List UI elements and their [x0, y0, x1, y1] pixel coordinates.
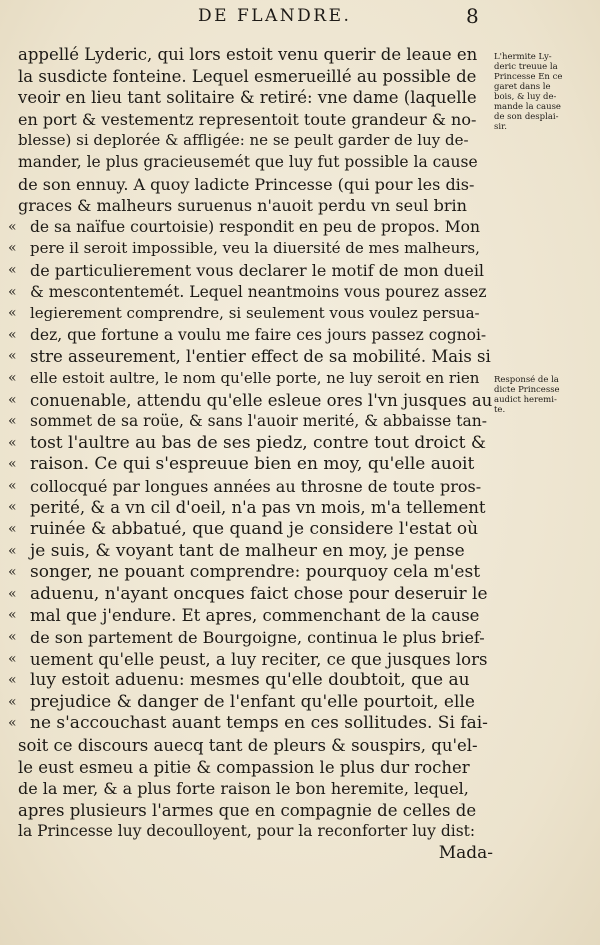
line-text: apres plusieurs l'armes que en compagnie de celles de: [18, 800, 477, 820]
line-text: le eust esmeu a pitie & compassion le plus dur rocher: [18, 757, 470, 777]
margin-line: audict heremi-: [494, 395, 557, 405]
text-line: [8, 66, 493, 88]
text-line: [8, 541, 493, 563]
text-line: [8, 497, 493, 519]
line-text: la susdicte fonteine. Lequel esmerueillé au possible de: [18, 66, 477, 86]
line-text: mal que j'endure. Et apres, commenchant de la cause: [30, 606, 480, 626]
quotation-mark: «: [8, 391, 17, 408]
margin-line: dicte Princesse: [494, 385, 560, 395]
line-text: raison. Ce qui s'espreuue bien en moy, qu'elle auoit: [30, 454, 475, 475]
line-text: dez, que fortune a voulu me faire ces jours passez cognoi-: [30, 325, 487, 344]
text-line: [8, 390, 493, 412]
text-line: [8, 670, 493, 692]
line-text: ruinée & abbatué, que quand je considere l'estat où: [30, 519, 479, 540]
text-line: [8, 713, 493, 735]
margin-note-response: [494, 375, 598, 415]
quotation-mark: «: [8, 629, 17, 646]
margin-line: Responsé de la: [494, 375, 559, 385]
text-line: [8, 454, 493, 476]
line-text: conuenable, attendu qu'elle esleue ores l'vn jusques au: [30, 390, 493, 410]
margin-line: bois, & luy de-: [494, 92, 557, 102]
line-text: prejudice & danger de l'enfant qu'elle pourtoit, elle: [30, 691, 475, 712]
line-text: legierement comprendre, si seulement vous voulez persua-: [30, 304, 480, 323]
line-text: de particulierement vous declarer le motif de mon dueil: [30, 260, 485, 280]
text-line: [8, 325, 493, 347]
margin-line: Princesse En ce: [494, 72, 563, 82]
line-text: aduenu, n'ayant oncques faict chose pour deseruir le: [30, 583, 488, 604]
text-line: [8, 152, 493, 174]
running-title: DE FLANDRE.: [198, 6, 352, 26]
text-line: [8, 649, 493, 671]
quotation-mark: «: [8, 369, 17, 386]
line-text: mander, le plus gracieusemét que luy fut possible la cause: [18, 152, 478, 171]
text-line: [8, 195, 493, 217]
text-line: [8, 238, 493, 260]
line-text: veoir en lieu tant solitaire & retiré: vne dame (laquelle: [18, 88, 477, 108]
text-line: [8, 109, 493, 131]
quotation-mark: «: [8, 413, 17, 430]
text-line: [8, 800, 493, 822]
line-text: elle estoit aultre, le nom qu'elle porte, ne luy seroit en rien: [30, 368, 480, 387]
text-line: [8, 584, 493, 606]
text-line: [8, 627, 493, 649]
margin-line: deric treuue la: [494, 62, 558, 72]
quotation-mark: «: [8, 499, 17, 516]
text-line: [8, 411, 493, 433]
line-text: en port & vestementz representoit toute grandeur & no-: [18, 109, 477, 129]
text-line: [8, 821, 493, 843]
text-line: [8, 87, 493, 109]
margin-note-hermit: [494, 52, 598, 132]
line-text: de son ennuy. A quoy ladicte Princesse (qui pour les dis-: [18, 174, 475, 194]
quotation-mark: «: [8, 348, 17, 365]
quotation-mark: «: [8, 218, 17, 235]
line-text: de sa naïfue courtoisie) respondit en peu de propos. Mon: [30, 217, 480, 236]
text-line: [8, 605, 493, 627]
line-text: collocqué par longues années au throsne de toute pros-: [30, 476, 482, 496]
text-line: [8, 303, 493, 325]
line-text: luy estoit aduenu: mesmes qu'elle doubtoit, que au: [30, 670, 470, 691]
text-line: [8, 368, 493, 390]
quotation-mark: «: [8, 477, 17, 494]
text-line: [8, 735, 493, 757]
line-text: tost l'aultre au bas de ses piedz, contre tout droict &: [30, 432, 486, 453]
line-text: blesse) si deplorée & affligée: ne se peult garder de luy de-: [18, 131, 469, 150]
quotation-mark: «: [8, 283, 17, 300]
line-text: appellé Lyderic, qui lors estoit venu querir de leaue en: [18, 45, 478, 64]
text-line: [8, 476, 493, 498]
text-line: [8, 433, 493, 455]
line-text: de son partement de Bourgoigne, continua le plus brief-: [30, 628, 485, 648]
text-line: [8, 260, 493, 282]
catchword-line: [8, 843, 493, 865]
quotation-mark: «: [8, 261, 17, 278]
text-line: [8, 346, 493, 368]
text-line: [8, 562, 493, 584]
quotation-mark: «: [8, 672, 17, 689]
line-text: uement qu'elle peust, a luy reciter, ce que jusques lors: [30, 649, 488, 669]
quotation-mark: «: [8, 542, 17, 559]
quotation-mark: «: [8, 521, 17, 538]
quotation-mark: «: [8, 693, 17, 710]
line-text: la Princesse luy decoulloyent, pour la reconforter luy dist:: [18, 822, 476, 841]
margin-line: L'hermite Ly-: [494, 52, 552, 62]
line-text: graces & malheurs suruenus n'auoit perdu vn seul brin: [18, 196, 467, 216]
line-text: de la mer, & a plus forte raison le bon heremite, lequel,: [18, 779, 469, 799]
margin-line: sir.: [494, 122, 507, 132]
line-text: stre asseurement, l'entier effect de sa mobilité. Mais si: [30, 347, 491, 367]
quotation-mark: «: [8, 456, 17, 473]
line-text: sommet de sa roüe, & sans l'auoir merité, & abbaisse tan-: [30, 412, 487, 431]
quotation-mark: «: [8, 564, 17, 581]
quotation-mark: «: [8, 715, 17, 732]
line-text: & mescontentemét. Lequel neantmoins vous pourez assez: [30, 282, 487, 301]
text-line: [8, 778, 493, 800]
margin-line: te.: [494, 405, 506, 415]
quotation-mark: «: [8, 585, 17, 602]
line-text: songer, ne pouant comprendre: pourquoy cela m'est: [30, 562, 481, 583]
text-line: [8, 282, 493, 304]
margin-line: de son desplai-: [494, 112, 559, 122]
quotation-mark: «: [8, 326, 17, 343]
text-line: [8, 692, 493, 714]
quotation-mark: «: [8, 240, 17, 257]
text-line: [8, 519, 493, 541]
page-number: 8: [466, 4, 479, 28]
line-text: je suis, & voyant tant de malheur en moy, je pense: [30, 540, 465, 561]
margin-line: garet dans le: [494, 82, 551, 92]
line-text: soit ce discours auecq tant de pleurs & souspirs, qu'el-: [18, 736, 478, 755]
quotation-mark: «: [8, 305, 17, 322]
margin-line: mande la cause: [494, 102, 561, 112]
text-line: [8, 217, 493, 239]
line-text: perité, & a vn cil d'oeil, n'a pas vn mois, m'a tellement: [30, 498, 486, 518]
text-line: [8, 44, 493, 66]
quotation-mark: «: [8, 650, 17, 667]
quotation-mark: «: [8, 607, 17, 624]
text-line: [8, 757, 493, 779]
body-text: [8, 44, 493, 865]
line-text: pere il seroit impossible, veu la diuersité de mes malheurs,: [30, 239, 480, 258]
text-line: [8, 174, 493, 196]
catchword: Mada-: [438, 842, 493, 863]
line-text: ne s'accouchast auant temps en ces sollitudes. Si fai-: [30, 713, 488, 734]
quotation-mark: «: [8, 434, 17, 451]
text-line: [8, 130, 493, 152]
